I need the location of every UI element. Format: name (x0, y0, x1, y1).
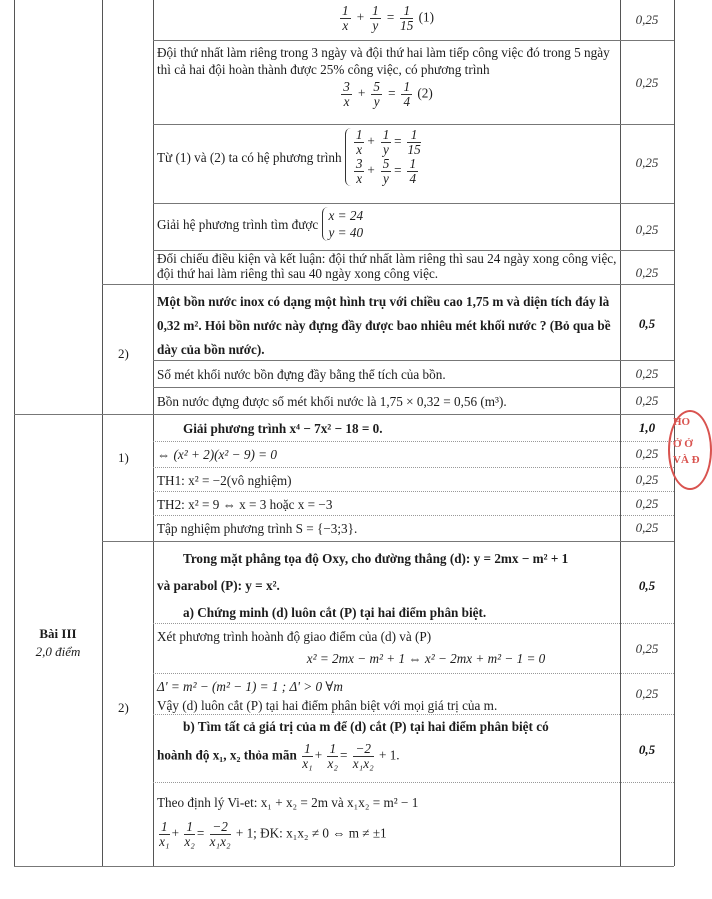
score: 0,5 (638, 742, 656, 757)
answer-step: Vậy (d) luôn cắt (P) tại hai điểm phân biệt với mọi giá trị của m. (157, 698, 498, 713)
equation-2: $\frac{3}{x}$ + $\frac{5}{y}$ = $\frac{1}{4}$ (2) (343, 79, 433, 109)
answer-table (14, 0, 674, 866)
question-number: 2) (118, 700, 129, 715)
answer-step: Theo định lý Vi-et: x₁ + x₂ = 2m và x₁x₂ = m² − 1 (157, 795, 419, 810)
solution-brace: x = 24 y = 40 (322, 207, 364, 241)
answer-step: Δ' = m² − (m² − 1) = 1 ; Δ' > 0 ∀m (157, 679, 343, 694)
answer-text: Bồn nước đựng được số mét khối nước là 1,75 × 0,32 = 0,56 (m³). (157, 394, 507, 409)
equation-2-text: Đội thứ nhất làm riêng trong 3 ngày và đội thứ hai làm tiếp công việc đó trong 5 ngày thì cả hai đội hoàn thành được 25% công việc, có phương trình (157, 45, 610, 77)
question-number: 2) (118, 346, 129, 361)
answer-text: Xét phương trình hoành độ giao điểm của (d) và (P) (157, 629, 432, 644)
score: 0,25 (635, 12, 659, 27)
red-stamp: HO Ở Ở VÀ Đ (668, 410, 712, 490)
answer-step: Tập nghiệm phương trình S = {−3;3}. (157, 521, 358, 536)
question-text: Một bồn nước inox có dạng một hình trụ với chiều cao 1,75 m và diện tích đáy là 0,32 m². Hỏi bồn nước này đựng đầy được bao nhiêu mét khối nước ? (Bỏ qua bề dày của bồn nước). (157, 294, 611, 357)
score: 0,25 (635, 496, 659, 511)
system-brace: $\frac{1}{x}$ + $\frac{1}{y}$ = $\frac{1}{15}$ $\frac{3}{x}$ + $\frac{5}{y}$ = $\frac{1}{4}$ (345, 128, 423, 186)
system-row: Từ (1) và (2) ta có hệ phương trình $\frac{1}{x}$ + $\frac{1}{y}$ = $\frac{1}{15}$ $\frac{3}{x}$ + $\frac{5}{y}$ = $\frac{1}{4}$ (157, 127, 421, 186)
row-divider (153, 515, 674, 516)
score: 0,25 (635, 366, 659, 381)
score: 0,25 (635, 155, 659, 170)
answer-step: TH2: x² = 9 ⇔ x = 3 hoặc x = −3 (157, 497, 333, 512)
row-divider (153, 441, 674, 442)
question-subpart: b) Tìm tất cả giá trị của m để (d) cắt (P) tại hai điểm phân biệt có (183, 719, 549, 734)
score: 0,25 (635, 75, 659, 90)
solve-row: Giải hệ phương trình tìm được x = 24 y = 40 (157, 208, 364, 240)
row-divider (153, 203, 674, 204)
row-divider (153, 673, 674, 674)
score: 0,25 (635, 641, 659, 656)
answer-step: $\frac{1}{\text{x₁}}$ + $\frac{1}{\text{x₂}}$ = $\frac{-2}{\text{x₁x₂}}$ + 1; ĐK: x₁x₂ ≠ 0 ⇔ m ≠ ±1 (159, 819, 387, 849)
score: 0,25 (635, 393, 659, 408)
row-divider (153, 623, 674, 624)
row-divider (102, 284, 674, 285)
question-text: Giải phương trình x⁴ − 7x² − 18 = 0. (183, 421, 383, 436)
row-divider (153, 782, 674, 783)
row-divider (153, 491, 674, 492)
score: 1,0 (638, 420, 656, 435)
score: 0,25 (635, 472, 659, 487)
row-divider (153, 714, 674, 715)
answer-step: TH1: x² = −2(vô nghiệm) (157, 473, 292, 488)
score: 0,25 (635, 446, 659, 461)
score: 0,25 (635, 222, 659, 237)
table-border-left (14, 0, 15, 866)
section-title: Bài III (39, 626, 77, 641)
answer-equation: x² = 2mx − m² + 1 ⇔ x² − 2mx + m² − 1 = 0 (306, 651, 546, 666)
row-divider (102, 541, 674, 542)
score: 0,25 (635, 686, 659, 701)
question-condition: hoành độ x₁, x₂ thỏa mãn $\frac{1}{\text{x₁}}$ + $\frac{1}{\text{x₂}}$ = $\frac{-2}{\text{x₁x₂}}$ + 1. (157, 741, 400, 771)
row-divider (153, 124, 674, 125)
row-divider (153, 387, 674, 388)
equation-1: $\frac{1}{x}$ + $\frac{1}{y}$ = $\frac{1}{15}$ (1) (341, 3, 435, 33)
section-points: 2,0 điểm (35, 644, 81, 659)
score: 0,25 (635, 520, 659, 535)
conclusion-text: Đối chiếu điều kiện và kết luận: đội thứ nhất làm riêng thì sau 24 ngày xong công việc, đội thứ hai làm riêng thì sau 40 ngày xong công việc. (157, 251, 617, 281)
score: 0,5 (638, 316, 656, 331)
score: 0,25 (635, 265, 659, 280)
row-divider (14, 414, 674, 415)
question-text: Trong mặt phẳng tọa độ Oxy, cho đường thẳng (d): y = 2mx − m² + 1 (183, 551, 569, 566)
question-subpart: a) Chứng minh (d) luôn cắt (P) tại hai điểm phân biệt. (183, 605, 487, 620)
question-number: 1) (118, 450, 129, 465)
question-text: và parabol (P): y = x². (157, 578, 280, 593)
row-divider (153, 40, 674, 41)
table-border-bottom (14, 866, 674, 867)
answer-step: ⇔ (x² + 2)(x² − 9) = 0 (157, 447, 277, 462)
table-col-divider (102, 0, 103, 866)
score: 0,5 (638, 578, 656, 593)
row-divider (153, 467, 674, 468)
answer-text: Số mét khối nước bồn đựng đầy bằng thể tích của bồn. (157, 367, 446, 382)
